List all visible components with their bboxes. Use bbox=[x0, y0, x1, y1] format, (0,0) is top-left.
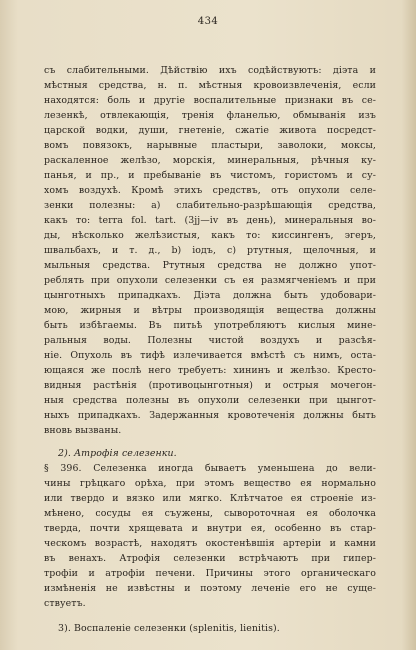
text-line: въ венахъ. Атрофія селезенки встрѣчаютъ при гипер- bbox=[44, 553, 376, 564]
section-heading-atrophy: 2). Атрофія селезенки. bbox=[58, 448, 177, 459]
page-edge-shadow bbox=[402, 0, 416, 650]
text-line: видныя растѣнія (противоцынготныя) и острыя мочегон- bbox=[44, 380, 376, 391]
text-line: ющаяся же послѣ него требуетъ: хининъ и желѣзо. Кресто- bbox=[44, 365, 376, 376]
paragraph-gap bbox=[44, 438, 376, 446]
text-line: чины грѣцкаго орѣха, при этомъ вещество ея нормально bbox=[44, 478, 376, 489]
text-line: ческомъ возрастѣ, находятъ окостенѣвшія артеріи и камни bbox=[44, 538, 376, 549]
text-line: реблять при опухоли селезенки съ ея размягченіемъ и при bbox=[44, 275, 376, 286]
text-line: цынготныхъ припадкахъ. Діэта должна быть удобовари- bbox=[44, 290, 376, 301]
text-line: швальбахъ, и т. д., b) іодъ, c) ртутныя, щелочныя, и bbox=[44, 245, 376, 256]
paragraph-2 bbox=[44, 461, 376, 611]
text-line: ды, нѣсколько желѣзистыя, какъ то: киссингенъ, эгеръ, bbox=[44, 230, 376, 241]
text-line: лезенкѣ, отвлекающія, тренія фланелью, обмыванія изъ bbox=[44, 110, 376, 121]
text-line: быть избѣгаемы. Въ питьѣ употребляютъ кислыя мине- bbox=[44, 320, 376, 331]
text-line: ніе. Опухоль въ тифѣ излечивается вмѣстѣ съ нимъ, оста- bbox=[44, 350, 376, 361]
text-line: зенки полезны: а) слабительно-разрѣшающія средства, bbox=[44, 200, 376, 211]
text-line: или твердо и вязко или мягко. Клѣтчатое ея строеніе из- bbox=[44, 493, 376, 504]
paragraph-gap bbox=[44, 611, 376, 619]
text-line: находятся: боль и другіе воспалительные признаки въ се- bbox=[44, 95, 376, 106]
text-line: мою, жирныя и вѣтры производящія вещества должны bbox=[44, 305, 376, 316]
text-line: раскаленное желѣзо, морскія, минеральныя, рѣчныя ку- bbox=[44, 155, 376, 166]
text-line: ныхъ припадкахъ. Задержанныя кровотеченія должны быть bbox=[44, 410, 376, 421]
body-text bbox=[44, 63, 376, 636]
text-line: ныя средства полезны въ опухоли селезенки при цынгот- bbox=[44, 395, 376, 406]
text-line: мѣстныя средства, н. п. мѣстныя кровоизвлеченія, если bbox=[44, 80, 376, 91]
page-number: 434 bbox=[197, 16, 219, 27]
text-line: хомъ воздухѣ. Кромѣ этихъ средствъ, отъ опухоли селе- bbox=[44, 185, 376, 196]
text-line: мыльныя средства. Ртутныя средства не должно упот- bbox=[44, 260, 376, 271]
text-line: ральныя воды. Полезны чистой воздухъ и разсѣя- bbox=[44, 335, 376, 346]
text-line: измѣненія не извѣстны и поэтому леченіе его не суще- bbox=[44, 583, 376, 594]
text-line: трофіи и атрофіи печени. Причины этого органическаго bbox=[44, 568, 376, 579]
section-heading-inflammation: 3). Воспаленіе селезенки (splenitis, lienitis). bbox=[58, 623, 280, 634]
text-line: панья, и пр., и пребываніе въ чистомъ, гористомъ и су- bbox=[44, 170, 376, 181]
text-line: § 396. Селезенка иногда бываетъ уменьшена до вели- bbox=[44, 463, 376, 474]
text-line: какъ то: terra fol. tart. (3jj—iv въ день), минеральныя во- bbox=[44, 215, 376, 226]
text-line: вновь вызваны. bbox=[44, 425, 122, 436]
paragraph-1 bbox=[44, 63, 376, 438]
text-line: съ слабительными. Дѣйствію ихъ содѣйствуютъ: діэта и bbox=[44, 65, 376, 76]
text-line: вомъ повязокъ, нарывные пластыри, заволоки, моксы, bbox=[44, 140, 376, 151]
text-line: тверда, почти хрящевата и внутри ея, особенно въ стар- bbox=[44, 523, 376, 534]
text-line: мѣнено, сосуды ея съужены, сывороточная ея оболочка bbox=[44, 508, 376, 519]
text-line: царской водки, души, гнетеніе, сжатіе живота посредст- bbox=[44, 125, 376, 136]
text-line: ствуетъ. bbox=[44, 598, 86, 609]
